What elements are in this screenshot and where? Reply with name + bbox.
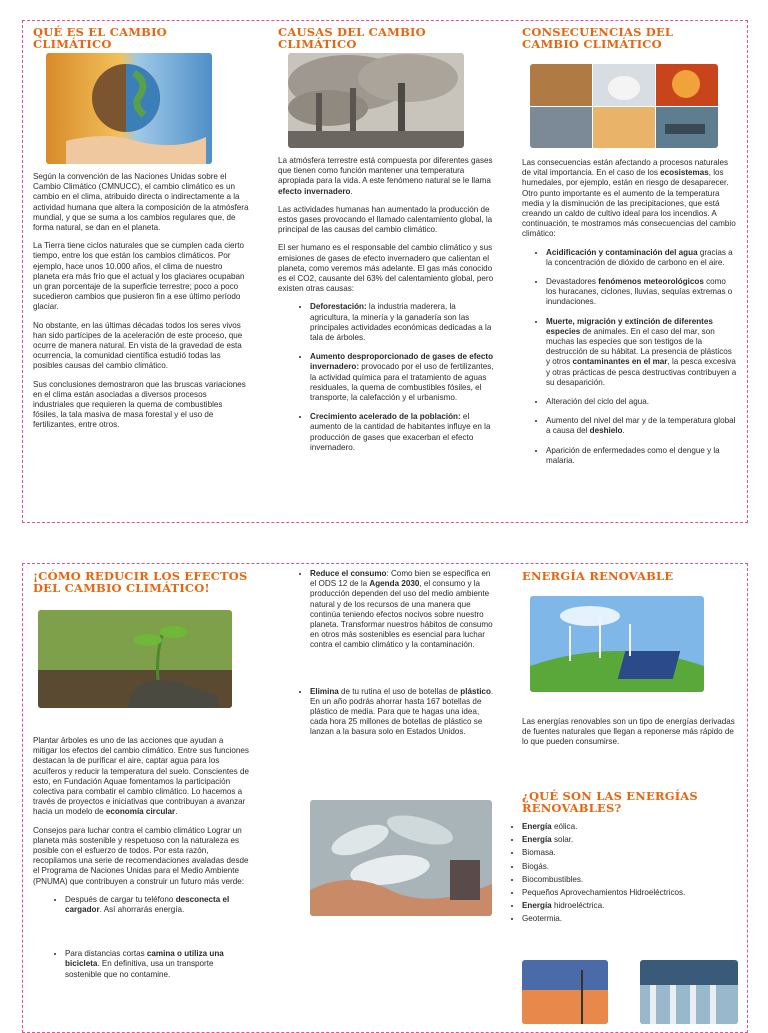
renewable-types-heading [522, 790, 738, 814]
paragraph: La Tierra tiene ciclos naturales que se cumplen cada cierto tiempo, entre los que están los cambios climáticos. Por ejemplo, hace unos 10.000 años, el clima de nuestro planeta era más frío que el actual y los glaciares ocupaban un gran porcentaje de la superficie terrestre; poco a poco sucedieron cambios que pusieron fin a ese último período glaciar. [33, 241, 245, 312]
list-item: • Después de cargar tu teléfono desconecta el cargador. Así ahorrarás energía. [65, 895, 249, 915]
tips-list-2 [278, 569, 494, 738]
list-item: • Deforestación: la industria maderera, la agricultura, la minería y la ganadería son las principales actividades económicas dedicadas a la tala de árboles. [310, 302, 494, 343]
bottom-column-3 [522, 570, 738, 582]
bottom-column-2-text [278, 569, 494, 747]
plant-sprout-image [38, 610, 232, 708]
list-item: • Crecimiento acelerado de la población: el aumento de la cantidad de habitantes influye en la producción de gases que exacerban el efecto invernadero. [310, 412, 494, 453]
tips-list [33, 895, 249, 980]
paragraph: Según la convención de las Naciones Unidas sobre el Cambio Climático (CMNUCC), el cambio climático es un cambio en el clima, atribuido directa o indirectamente a la actividad humana que altera la composición de la atmósfera mundial, y que se suma a los cambios regulares que, de forma natural, se dan en el planeta. [33, 172, 249, 233]
causes-list [278, 302, 494, 453]
top-column-1 [33, 26, 249, 50]
paragraph: La atmósfera terrestre está compuesta por diferentes gases que tienen como función mantener una temperatura apropiada para la vida. A este fenómeno natural se le llama efecto invernadero. [278, 156, 493, 196]
bottom-column-1 [33, 570, 249, 594]
bottom-column-3-text [522, 717, 738, 756]
list-item: • Energía hidroeléctrica. [522, 901, 740, 911]
list-item: • Muerte, migración y extinción de diferentes especies de animales. En el caso del mar, son muchas las especies que son testigos de la destrucción de su hábitat. La presencia de plásticos y otros contaminantes en el mar, la pesca excesiva y otras prácticas de pesca destructivas contribuyen a su desaparición. [546, 317, 738, 388]
paragraph: Sus conclusiones demostraron que las bruscas variaciones en el clima están asociadas a diversos procesos industriales que requieren la quema de combustibles fósiles, la tala masiva de masa forestal y el uso de fertilizantes, entre otros. [33, 379, 246, 430]
list-item: • Alteración del ciclo del agua. [546, 397, 738, 407]
paragraph: No obstante, en las últimas décadas todos los seres vivos han sido partícipes de la aceleración de este proceso, que ocurre de manera natural. En vista de la gravedad de esta ocurrencia, la comunidad científica estudió todas las posibles causas del cambio climático. [33, 320, 243, 371]
paragraph: Plantar árboles es uno de las acciones que ayudan a mitigar los efectos del cambio climático. Entre sus funciones destacan la de purificar el aire, captar agua para los acuíferos y reducir la temperatura del suelo. Conscientes de esto, en Fundación Aquae fomentamos la participación colectiva para combatir el cambio climático. Lo hacemos a través de proyectos e iniciativas que contribuyan a avanzar hacia un modelo de economía circular. [33, 736, 249, 817]
top-column-2 [278, 26, 494, 50]
paragraph: Las consecuencias están afectando a procesos naturales de vital importancia. En el caso de los ecosistemas, los humedales, por ejemplo, están en riesgo de desaparecer. Otro punto importante es el aumento de la temperatura media y la disminución de las precipitaciones, que está creando un caldo de cultivo ideal para los incendios. A continuación, te mostramos más consecuencias del cambio climático: [522, 158, 736, 239]
list-item: • Geotermia. [522, 914, 740, 924]
renewable-types [490, 822, 740, 928]
paragraph: Las energías renovables son un tipo de energías derivadas de fuentes naturales que llegan a reponerse más rápido de lo que pueden consumirse. [522, 717, 735, 747]
section-title: ¡CÓMO REDUCIR LOS EFECTOS DEL CAMBIO CLIMÁTICO! [33, 569, 248, 595]
list-item: • Aumento desproporcionado de gases de efecto invernadero: provocado por el uso de fertilizantes, la actividad química para el tratamiento de aguas residuales, la quema de combustibles fósiles, el transporte, la calefacción y el urbanismo. [310, 352, 494, 403]
list-item: • Energía eólica. [522, 822, 740, 832]
list-item: • Aumento del nivel del mar y de la temperatura global a causa del deshielo. [546, 416, 738, 436]
dam-image [640, 960, 738, 1024]
section-title: CONSECUENCIAS DEL CAMBIO CLIMÁTICO [522, 25, 674, 51]
paragraph: Consejos para luchar contra el cambio climático Lograr un planeta más sostenible y respetuoso con la naturaleza es posible con el esfuerzo de todos. Por esta razón, recopilamos una serie de recomendaciones avaladas desde el Programa de Naciones Unidas para el Medio Ambiente (PNUMA) que contribuyen a construir un futuro más verde: [33, 825, 249, 886]
plastic-bottles-image [310, 800, 492, 916]
list-item: • Energía solar. [522, 835, 740, 845]
bottom-column-1-text [33, 736, 249, 989]
consequences-collage-image [530, 64, 718, 148]
list-item: • Biocombustibles. [522, 875, 740, 885]
list-item: • Biomasa. [522, 848, 740, 858]
earth-hands-image [46, 53, 212, 164]
list-item: • Acidificación y contaminación del agua gracias a la concentración de dióxido de carbono en el aire. [546, 248, 738, 268]
paragraph: Las actividades humanas han aumentado la producción de estos gases provocando el llamado calentamiento global, la principal de las causas del cambio climático. [278, 204, 493, 235]
top-column-2-text [278, 156, 494, 462]
list-item: • Aparición de enfermedades como el dengue y la malaria. [546, 446, 738, 466]
top-column-1-text [33, 172, 249, 439]
list-item: • Elimina de tu rutina el uso de botellas de plástico. En un año podrás ahorrar hasta 167 botellas de plástico de media. Para que te hagas una idea, cada hora 25 millones de botellas de plástico se lanzan a la basura solo en Estados Unidos. [310, 687, 494, 738]
section-title: ENERGÍA RENOVABLE [522, 569, 674, 583]
renewable-types-list [490, 822, 740, 925]
section-title: CAUSAS DEL CAMBIO CLIMÁTICO [278, 25, 426, 51]
list-item: • Reduce el consumo: Como bien se especifica en el ODS 12 de la Agenda 2030, el consumo y la producción dependen del uso del medio ambiente natural y de los recursos de una manera que continúa teniendo efectos nocivos sobre nuestro planeta. Transformar nuestros hábitos de consumo en otros más sostenibles es esencial para luchar contra el cambio climático y la contaminación. [310, 569, 494, 651]
list-item: • Pequeños Aprovechamientos Hidroeléctricos. [522, 888, 740, 898]
paragraph: El ser humano es el responsable del cambio climático y sus emisiones de gases de efecto invernadero que calientan el planeta, como veremos más adelante. El gas más conocido es el CO2, causante del 63% del calentamiento global, pero existen otras causas: [278, 243, 494, 294]
top-column-3-text [522, 158, 738, 475]
top-column-3 [522, 26, 734, 50]
section-title: QUÉ ES EL CAMBIO CLIMÁTICO [33, 25, 167, 51]
wind-turbine-sunset-image [522, 960, 608, 1024]
section-title: ¿QUÉ SON LAS ENERGÍAS RENOVABLES? [522, 789, 698, 815]
renewable-energy-image [530, 596, 704, 692]
consequences-list [522, 248, 738, 466]
list-item: • Devastadores fenómenos meteorológicos como los huracanes, ciclones, lluvias, sequías extremas o inundaciones. [546, 277, 738, 308]
list-item: • Para distancias cortas camina o utiliza una bicicleta. En definitiva, usa un transporte sostenible que no contamine. [65, 949, 249, 980]
list-item: • Biogás. [522, 862, 740, 872]
factory-smoke-image [288, 53, 464, 148]
